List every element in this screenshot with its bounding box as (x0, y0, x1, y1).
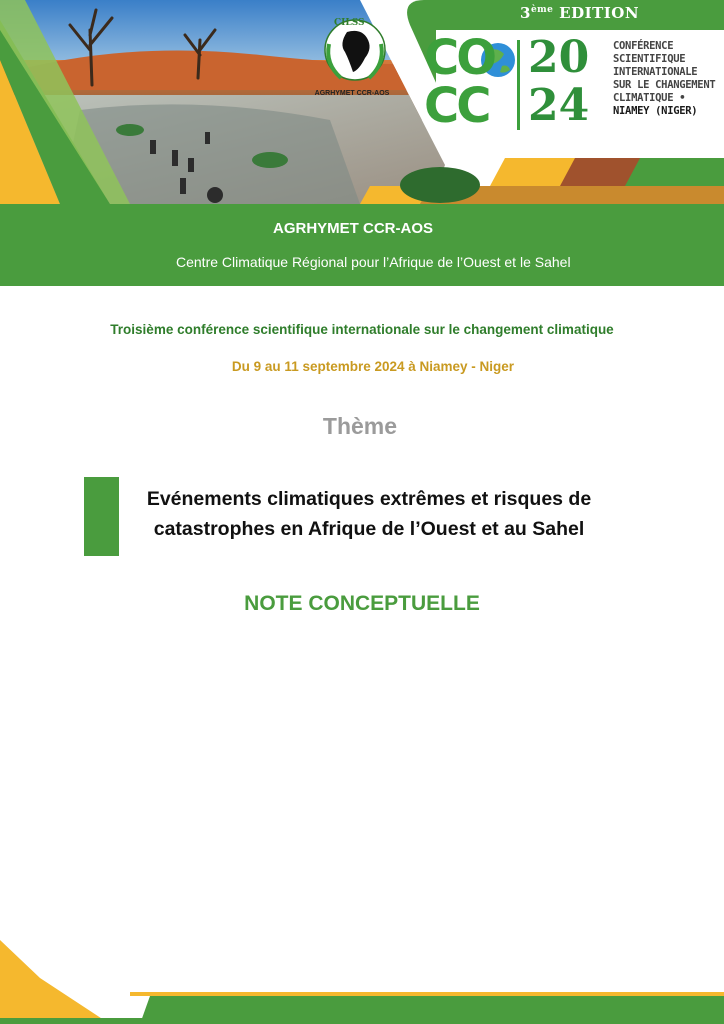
theme-text (119, 484, 619, 544)
conference-line: SUR LE CHANGEMENT (613, 79, 716, 91)
conference-subtitle (613, 40, 723, 118)
theme-accent-bar (84, 477, 119, 556)
organization-name: AGRHYMET CCR-AOS (273, 220, 433, 237)
header-banner (0, 0, 724, 286)
cilss-logo-text: CILSS (334, 18, 365, 28)
organization-full-name: Centre Climatique Régional pour l’Afrique de l’Ouest et le Sahel (176, 254, 571, 270)
year-bottom: 24 (528, 80, 590, 131)
cocc-bottom: CC (424, 78, 489, 134)
edition-word: EDITION (559, 4, 640, 22)
footer-graphics (0, 940, 724, 1024)
cocc-logo (424, 30, 495, 134)
conference-line: CLIMATIQUE • (613, 92, 686, 104)
edition-badge (520, 4, 639, 22)
cocc-top: CO (424, 30, 495, 86)
note-title: NOTE CONCEPTUELLE (244, 592, 480, 615)
organization-band (0, 204, 724, 286)
theme-line: Evénements climatiques extrêmes et risques de (146, 488, 592, 510)
year-top: 20 (528, 32, 590, 83)
conference-city: NIAMEY (NIGER) (613, 105, 698, 117)
conference-line: CONFÉRENCE (613, 40, 674, 52)
conference-line: INTERNATIONALE (613, 66, 698, 78)
edition-superscript: ème (530, 5, 554, 15)
conference-line: SCIENTIFIQUE (613, 53, 686, 65)
edition-number: 3 (520, 4, 531, 22)
conference-title: Troisième conférence scientifique internationale sur le changement climatique (110, 322, 614, 337)
year-divider (517, 40, 520, 130)
year-logo (528, 34, 589, 130)
footer-yellow-line (130, 992, 724, 996)
theme-line: catastrophes en Afrique de l’Ouest et au Sahel (153, 518, 585, 540)
theme-label: Thème (322, 413, 398, 439)
conference-date: Du 9 au 11 septembre 2024 à Niamey - Niger (231, 359, 515, 374)
cilss-caption: AGRHYMET CCR-AOS (314, 90, 390, 97)
